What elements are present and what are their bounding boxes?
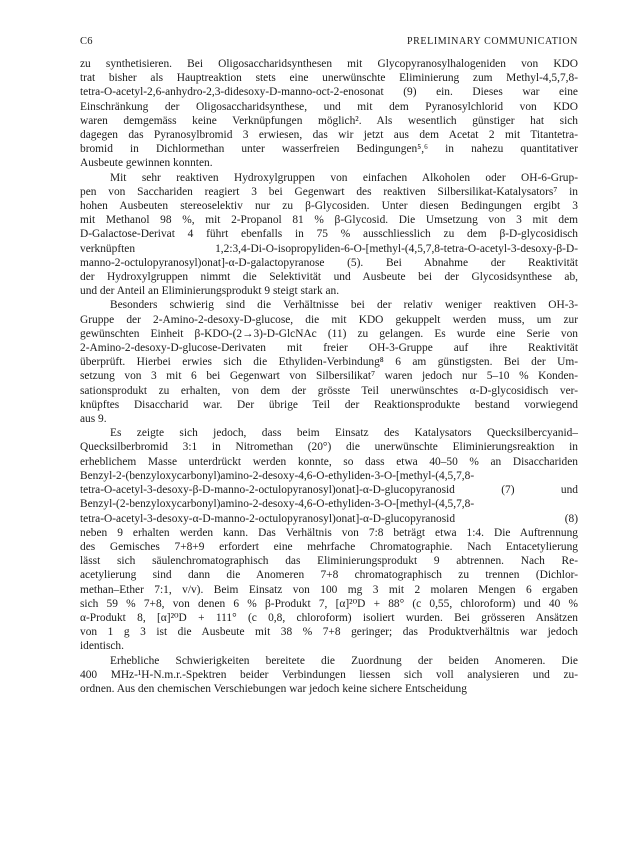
text-line: Besonders schwierig sind die Verhältnisse bei der relativ weniger reaktiven OH-3- (110, 299, 578, 312)
text-line: hohen Ausbeuten stereoselektiv nur zu β-Glycosiden. Unter diesen Bedingungen ergibt 3 (80, 200, 578, 213)
document-page (80, 36, 578, 696)
paragraph-p4 (80, 426, 578, 653)
text-line: und der Anteil an Eliminierungsprodukt 9 steigt stark an. (80, 285, 340, 298)
text-line: acetylierung sind dann die Anomeren 7+8 chromatographisch zu trennen (Dichlor- (80, 569, 578, 582)
text-line: Gruppe der 2-Amino-2-desoxy-D-glucose, die mit KDO gekuppelt werden muss, um zur (80, 313, 578, 326)
text-line: der Hydroxylgruppen nimmt die Selektivität und Ausbeute bei der Glycosidsynthese ab, (80, 271, 578, 284)
text-line: erheblichem Masse unterdrückt werden konnte, so dass etwa 40–50 % an Disacchariden (80, 455, 578, 468)
running-title: PRELIMINARY COMMUNICATION (406, 36, 578, 47)
text-line: ordnen. Aus den chemischen Verschiebungen war jedoch keine sichere Entscheidung (80, 682, 467, 695)
text-line: Es zeigte sich jedoch, dass beim Einsatz des Katalysators Quecksilbercyanid– (110, 427, 578, 440)
text-line: lässt sich säulenchromatographisch das Eliminierungsprodukt 9 abtrennen. Nach Re- (80, 555, 578, 568)
text-line: verknüpften 1,2:3,4-Di-O-isopropyliden-6-O-[methyl-(4,5,7,8-tetra-O-acetyl-3-desoxy-β-D- (80, 242, 578, 255)
text-line: D-Galactose-Derivat 4 führt ebenfalls in 75 % ausschliesslich zu dem β-D-glycosidisch (80, 228, 578, 241)
text-line: von 1 g 3 ist die Ausbeute mit 38 % 7+8 geringer; das Produktverhältnis war jedoch (80, 626, 578, 639)
text-line: setzung von 3 mit 6 bei Gegenwart von Silbersilikat⁷ waren jedoch nur 5–10 % Konden- (80, 370, 578, 383)
text-line: trat bisher als Hauptreaktion stets eine unerwünschte Eliminierung zum Methyl-4,5,7,8- (80, 72, 578, 85)
text-line: sationsprodukt zu erhalten, von dem der grösste Teil unerwünschtes α-D-glycosidisch ver- (80, 384, 578, 397)
page-number: C6 (80, 36, 93, 47)
text-line: Einschränkung der Oligosaccharidsynthese, und mit dem Pyranosylchlorid von KDO (80, 100, 578, 113)
text-line: tetra-O-acetyl-3-desoxy-β-D-manno-2-octulopyranosyl)onat]-α-D-glucopyranosid (7) und (80, 484, 578, 497)
text-line: überprüft. Hierbei erwies sich die Ethyliden-Verbindung⁸ 6 am günstigsten. Bei der Um- (80, 356, 578, 369)
paragraph-p2 (80, 171, 578, 299)
text-line: dagegen das Pyranosylbromid 3 erwiesen, das wir jetzt aus dem Acetat 2 mit Titantetra- (80, 129, 578, 142)
text-line: knüpftes Disaccharid war. Der übrige Teil der Reaktionsprodukte bestand vorwiegend (80, 398, 578, 411)
text-line: manno-2-octulopyranosyl)onat]-α-D-galactopyranose (5). Bei Abnahme der Reaktivität (80, 256, 578, 269)
text-line: tetra-O-acetyl-3-desoxy-α-D-manno-2-octulopyranosyl)onat]-α-D-glucopyranosid (8) (80, 512, 578, 525)
text-line: Ausbeute gewinnen konnten. (80, 157, 213, 170)
paragraph-p5 (80, 654, 578, 697)
text-line: Quecksilberbromid 3:1 in Nitromethan (20°) die unerwünschte Eliminierungsreaktion in (80, 441, 578, 454)
text-line: methan–Ether 7:1, v/v). Beim Einsatz von 100 mg 3 mit 2 molaren Mengen 6 ergaben (80, 583, 578, 596)
text-line: Benzyl-(2-benzyloxycarbonyl)amino-2-desoxy-4,6-O-ethyliden-3-O-[methyl-(4,5,7,8- (80, 498, 475, 511)
text-line: mit Methanol 98 %, mit 2-Propanol 81 % β-Glycosid. Die Umsetzung von 3 mit dem (80, 214, 578, 227)
text-line: Erhebliche Schwierigkeiten bereitete die Zuordnung der beiden Anomeren. Die (110, 654, 578, 667)
paragraph-p3 (80, 298, 578, 426)
text-line: aus 9. (80, 413, 107, 426)
paragraph-p1 (80, 57, 578, 171)
text-line: zu synthetisieren. Bei Oligosaccharidsynthesen mit Glycopyranosylhalogeniden von KDO (80, 58, 578, 70)
page-header (80, 36, 578, 47)
text-line: bromid in Dichlormethan unter wasserfreien Bedingungen⁵,⁶ in nahezu quantitativer (80, 143, 578, 156)
text-line: Mit sehr reaktiven Hydroxylgruppen von einfachen Alkoholen oder OH-6-Grup- (110, 171, 578, 184)
text-line: waren demgemäss keine Verknüpfungen möglich². Als wesentlich günstiger hat sich (80, 114, 578, 127)
text-line: pen von Sacchariden reagiert 3 bei Gegenwart des reaktiven Silbersilikat-Katalysators⁷ in (80, 185, 578, 198)
text-line: gewünschten Einheit β-KDO-(2→3)-D-GlcNAc (11) zu gelangen. Es wurde eine Serie von (80, 327, 578, 340)
body-text (80, 57, 578, 696)
text-line: neben 9 erhalten werden kann. Das Verhältnis von 7:8 beträgt etwa 1:4. Die Auftrennung (80, 526, 578, 539)
text-line: des Gemisches 7+8+9 erfordert eine mehrfache Chromatographie. Nach Entacetylierung (80, 540, 578, 553)
text-line: tetra-O-acetyl-2,6-anhydro-2,3-didesoxy-D-manno-oct-2-enosonat (9) ein. Dieses war eine (80, 86, 578, 99)
text-line: α-Produkt 8, [α]²⁰D + 111° (c 0,8, chloroform) isoliert wurden. Bei grösseren Ansätzen (80, 611, 578, 624)
text-line: 400 MHz-¹H-N.m.r.-Spektren beider Verbindungen liessen sich voll analysieren und zu- (80, 668, 578, 681)
text-line: identisch. (80, 640, 124, 653)
text-line: 2-Amino-2-desoxy-D-glucose-Derivaten mit freier OH-3-Gruppe auf ihre Reaktivität (80, 342, 578, 355)
text-line: Benzyl-2-(benzyloxycarbonyl)amino-2-desoxy-4,6-O-ethyliden-3-O-[methyl-(4,5,7,8- (80, 469, 475, 482)
text-line: sich 59 % 7+8, von denen 6 % β-Produkt 7, [α]²⁰D + 88° (c 0,55, chloroform) und 40 % (80, 597, 578, 610)
